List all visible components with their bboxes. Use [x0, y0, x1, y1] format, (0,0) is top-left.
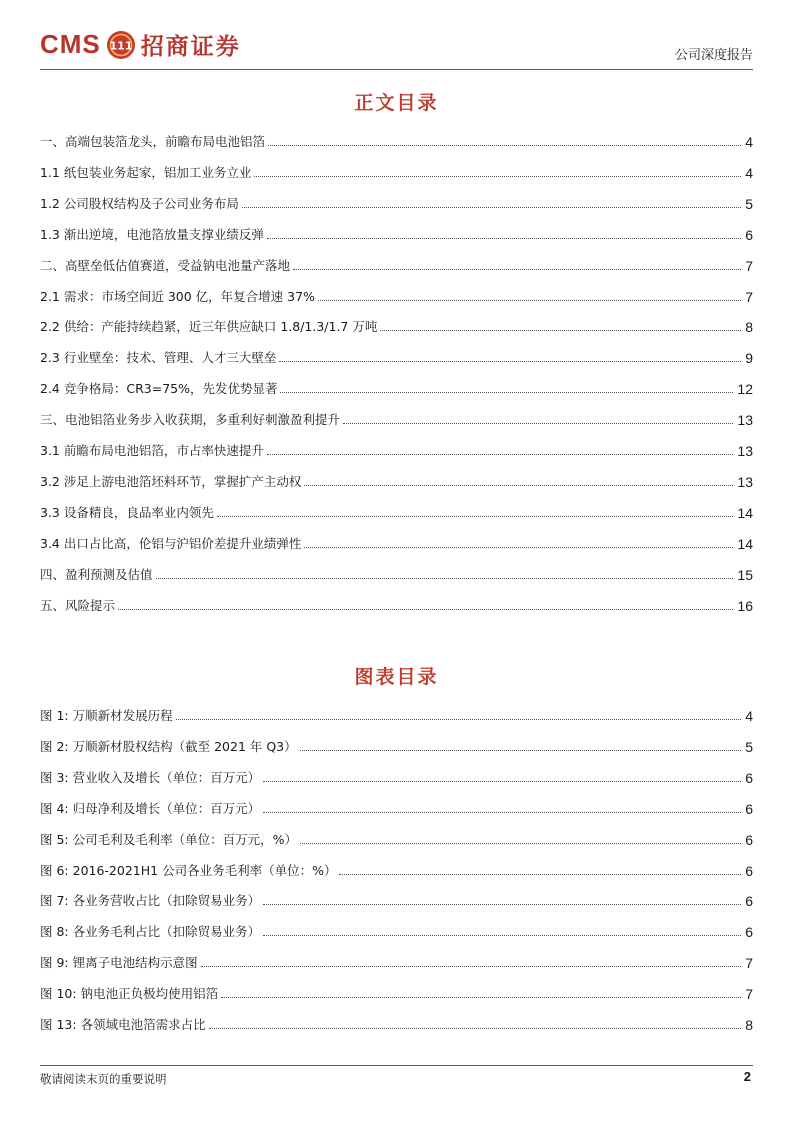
dot-leader — [279, 361, 741, 362]
dot-leader — [318, 300, 741, 301]
dot-leader — [267, 454, 734, 455]
figure-entry[interactable] — [40, 766, 753, 786]
dot-leader — [254, 176, 741, 177]
dot-leader — [268, 145, 741, 146]
toc-title: 正文目录 — [354, 92, 439, 114]
figure-entry-label: 图 9: 锂离子电池结构示意图 — [40, 955, 198, 971]
toc-entry-label: 3.3 设备精良，良品率业内领先 — [40, 504, 214, 520]
toc-entry-page: 13 — [737, 473, 753, 490]
toc-entry-label: 1.1 纸包装业务起家，铝加工业务立业 — [40, 164, 252, 180]
dot-leader — [304, 547, 733, 548]
dot-leader — [263, 904, 741, 905]
toc-entry[interactable] — [40, 563, 753, 583]
toc-entry-page: 14 — [737, 504, 753, 521]
figure-entry-label: 图 1: 万顺新材发展历程 — [40, 708, 173, 723]
toc-entry-page: 16 — [737, 597, 753, 614]
toc-entry-label: 3.1 前瞻布局电池铝箔，市占率快速提升 — [40, 443, 264, 458]
logo-badge-text: 111 — [109, 39, 133, 52]
toc-entry[interactable] — [40, 161, 753, 181]
figure-entry-page: 6 — [745, 800, 753, 817]
dot-leader — [380, 330, 741, 331]
toc-entry[interactable] — [40, 192, 753, 212]
figure-entry[interactable] — [40, 889, 753, 909]
toc-entry-label: 2.3 行业壁垒：技术、管理、人才三大壁垒 — [40, 350, 277, 366]
figure-entry-page: 7 — [745, 955, 753, 972]
toc-entry-label: 五、风险提示 — [40, 597, 116, 613]
company-name: 招商证券 — [140, 33, 241, 60]
figures-title: 图表目录 — [354, 666, 439, 688]
dot-leader — [242, 207, 741, 208]
figure-entry-label: 图 6: 2016-2021H1 公司各业务毛利率（单位：%） — [40, 862, 337, 878]
dot-leader — [300, 843, 741, 844]
footer-note: 敬请阅读末页的重要说明 — [40, 1072, 167, 1086]
dot-leader — [209, 1028, 742, 1029]
toc-entry-label: 四、盈利预测及估值 — [40, 566, 153, 582]
dot-leader — [201, 966, 742, 967]
document-type: 公司深度报告 — [674, 48, 753, 63]
figure-entry-label: 图 10: 钠电池正负极均使用铝箔 — [40, 986, 219, 1002]
toc-entry-page: 7 — [745, 288, 753, 305]
toc-entry-page: 8 — [745, 319, 753, 336]
figure-entry-label: 图 13: 各领域电池箔需求占比 — [40, 1017, 206, 1032]
toc-entry-label: 二、高壁垒低估值赛道，受益钠电池量产落地 — [40, 257, 291, 273]
toc-entry-page: 13 — [737, 443, 753, 459]
dot-leader — [156, 578, 734, 579]
toc-entry[interactable] — [40, 315, 753, 335]
figure-entry-page: 7 — [745, 986, 753, 1003]
figure-entry-label: 图 4: 归母净利及增长（单位：百万元） — [40, 800, 261, 816]
figure-entry[interactable] — [40, 1013, 753, 1033]
toc-entry-label: 一、高端包装箔龙头，前瞻布局电池铝箔 — [40, 134, 266, 149]
toc-entry-page: 4 — [745, 134, 753, 150]
figure-entry[interactable] — [40, 951, 753, 971]
dot-leader — [267, 238, 741, 239]
toc-entry[interactable] — [40, 594, 753, 614]
toc-entry-page: 14 — [737, 535, 753, 552]
toc-entry[interactable] — [40, 285, 753, 305]
dot-leader — [343, 423, 733, 424]
toc-entry[interactable] — [40, 130, 753, 150]
dot-leader — [217, 516, 734, 517]
toc-entry-page: 13 — [737, 412, 753, 429]
figure-entry-page: 4 — [745, 708, 753, 724]
figure-entry-label: 图 8: 各业务毛利占比（扣除贸易业务） — [40, 924, 261, 940]
toc-entry[interactable] — [40, 439, 753, 459]
toc-entry-page: 6 — [745, 226, 753, 243]
toc-entry-page: 15 — [737, 566, 753, 583]
header-divider — [40, 69, 753, 70]
toc-entry-page: 5 — [745, 195, 753, 212]
toc-entry-label: 2.2 供给：产能持续趋紧，近三年供应缺口 1.8/1.3/1.7 万吨 — [40, 319, 378, 335]
toc-entry-label: 1.2 公司股权结构及子公司业务布局 — [40, 195, 239, 211]
figure-entry-page: 5 — [745, 738, 753, 755]
figure-entry[interactable] — [40, 859, 753, 879]
figure-entry-page: 6 — [745, 924, 753, 941]
figure-entry[interactable] — [40, 920, 753, 940]
figure-entry-label: 图 5: 公司毛利及毛利率（单位：百万元，%） — [40, 831, 297, 847]
toc-entry-label: 1.3 渐出逆境，电池箔放量支撑业绩反弹 — [40, 226, 264, 242]
toc-entry-label: 2.4 竞争格局：CR3=75%，先发优势显著 — [40, 381, 278, 397]
dot-leader — [221, 997, 741, 998]
toc-entry-label: 2.1 需求：市场空间近 300 亿，年复合增速 37% — [40, 288, 315, 304]
figure-entry-label: 图 7: 各业务营收占比（扣除贸易业务） — [40, 893, 261, 909]
logo-badge-icon — [106, 30, 136, 60]
dot-leader — [280, 392, 733, 393]
toc-entry[interactable] — [40, 408, 753, 428]
figure-entry-page: 6 — [745, 862, 753, 879]
dot-leader — [263, 935, 741, 936]
toc-entry-page: 9 — [745, 350, 753, 367]
figure-entry[interactable] — [40, 982, 753, 1002]
dot-leader — [118, 609, 733, 610]
figure-entry-label: 图 3: 营业收入及增长（单位：百万元） — [40, 769, 261, 785]
figure-entry-label: 图 2: 万顺新材股权结构（截至 2021 年 Q3） — [40, 738, 297, 754]
company-logo — [40, 28, 241, 61]
dot-leader — [300, 750, 742, 751]
figure-entry-page: 6 — [745, 893, 753, 910]
figure-entry[interactable] — [40, 797, 753, 817]
dot-leader — [176, 719, 742, 720]
toc-entry[interactable] — [40, 532, 753, 552]
toc-entry-label: 3.2 涉足上游电池箔坯料环节，掌握扩产主动权 — [40, 473, 302, 489]
page-number: 2 — [743, 1069, 751, 1084]
toc-entry-page: 4 — [745, 164, 753, 181]
page-header — [40, 28, 753, 68]
figure-entry[interactable] — [40, 828, 753, 848]
dot-leader — [304, 485, 733, 486]
toc-entry[interactable] — [40, 377, 753, 397]
footer-divider — [40, 1065, 753, 1066]
toc-entry-label: 三、电池铝箔业务步入收获期，多重利好刺激盈利提升 — [40, 412, 341, 428]
toc-entry-label: 3.4 出口占比高，伦铝与沪铝价差提升业绩弹性 — [40, 535, 302, 551]
dot-leader — [263, 781, 741, 782]
toc-entry[interactable] — [40, 346, 753, 366]
toc-entry[interactable] — [40, 501, 753, 521]
toc-entry[interactable] — [40, 470, 753, 490]
figure-entry[interactable] — [40, 704, 753, 724]
toc-entry[interactable] — [40, 223, 753, 243]
figure-entry[interactable] — [40, 735, 753, 755]
dot-leader — [339, 874, 741, 875]
dot-leader — [293, 269, 741, 270]
dot-leader — [263, 812, 741, 813]
figure-entry-page: 8 — [745, 1017, 753, 1033]
toc-entry-page: 7 — [745, 257, 753, 274]
figure-entry-page: 6 — [745, 769, 753, 786]
toc-entry[interactable] — [40, 254, 753, 274]
toc-entry-page: 12 — [737, 381, 753, 398]
logo-cms-text: CMS — [40, 29, 101, 59]
figure-entry-page: 6 — [745, 831, 753, 848]
